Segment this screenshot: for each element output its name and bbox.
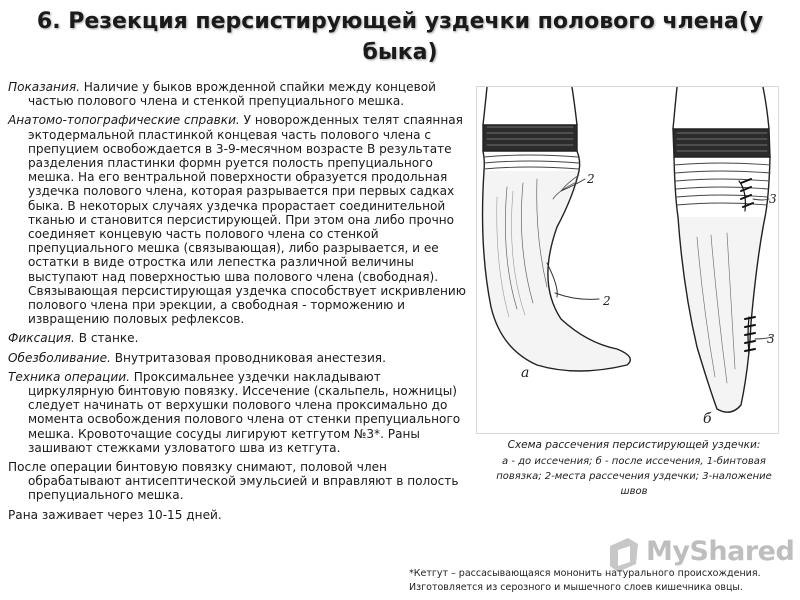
label-two-top: 2 [587, 172, 595, 186]
label-b: б [703, 411, 712, 427]
section-anesthesia [8, 351, 468, 365]
surgery-illustration [476, 86, 779, 434]
section-text: Проксимальнее уздечки накладывают циркулярную бинтовую повязку. Иссечение (скальпель, ножницы) следует начинать от верхушки полового члена проксимально до момента освобождения полового члена от стенки препуциального мешка. Кровоточащие сосуды лигируют кетгутом №3*. Раны зашивают стежками узловатого шва из кетгута. [28, 369, 461, 455]
label-a: а [521, 365, 530, 381]
healing-paragraph: Рана заживает через 10-15 дней. [8, 507, 222, 522]
section-technique [8, 370, 468, 455]
section-lead: Анатомо-топографические справки. [8, 113, 240, 128]
caption-title: Схема рассечения персистирующей уздечки: [507, 439, 761, 451]
label-three-bottom: 3 [767, 332, 775, 346]
section-text: В станке. [74, 331, 139, 346]
section-anatomy [8, 113, 468, 326]
label-two-bottom: 2 [603, 294, 611, 308]
section-lead: Техника операции. [8, 369, 130, 384]
section-lead: Показания. [8, 80, 80, 94]
watermark-text: MyShared [646, 536, 795, 567]
section-text: У новорожденных телят спаянная эктодермальной пластинкой концевая часть полового члена с препуцием освобождается в 3-9-месячном возрасте В результате разделения пластинки формн руется полость препуциального мешка. На его вентральной поверхности образуется продольная уздечка полового члена, которая разрывается при первых садках быка. В некоторых случаях уздечка прорастает соединительной тканью и становится персистирующей. При этом она либо прочно соединяет концевую часть полового члена со стенкой препуциального мешка (связывающая), либо разрывается, и ее остатки в виде отростка или лепестка различной величины выступают над поверхностью шва полового члена (свободная). Связывающая персистирующая уздечка способствует искривлению полового члена при эрекции, а свободная - торможению и извращению половых рефлексов. [28, 113, 466, 327]
figure-caption [484, 438, 784, 499]
section-text: Внутритазовая проводниковая анестезия. [110, 350, 386, 365]
section-fixation [8, 331, 468, 345]
section-indications [8, 80, 468, 108]
footnote: *Кетгут – рассасывающаяся мононить натурального происхождения. Изготовляется из серозного и мышечного слоев кишечника овцы. [409, 568, 761, 593]
caption-text: а - до иссечения; б - после иссечения, 1-бинтовая повязка; 2-места рассечения уздечки; 3-наложение швов [496, 456, 772, 497]
section-lead: Обезболивание. [8, 350, 111, 365]
section-text: Наличие у быков врожденной спайки между концевой частью полового члена и стенкой препуциального мешка. [28, 80, 436, 109]
body-text [8, 80, 468, 527]
figure-a-drawing [483, 87, 631, 371]
section-lead: Фиксация. [8, 331, 75, 346]
label-three-top: 3 [769, 192, 777, 206]
after-operation-paragraph: После операции бинтовую повязку снимают, половой член обрабатывают антисептической эмульсией и вправляют в полость препуциального мешка. [8, 460, 459, 503]
figure-b-drawing [673, 87, 771, 412]
slide-title: 6. Резекция персистирующей уздечки полового члена(у быка) [36, 9, 764, 65]
